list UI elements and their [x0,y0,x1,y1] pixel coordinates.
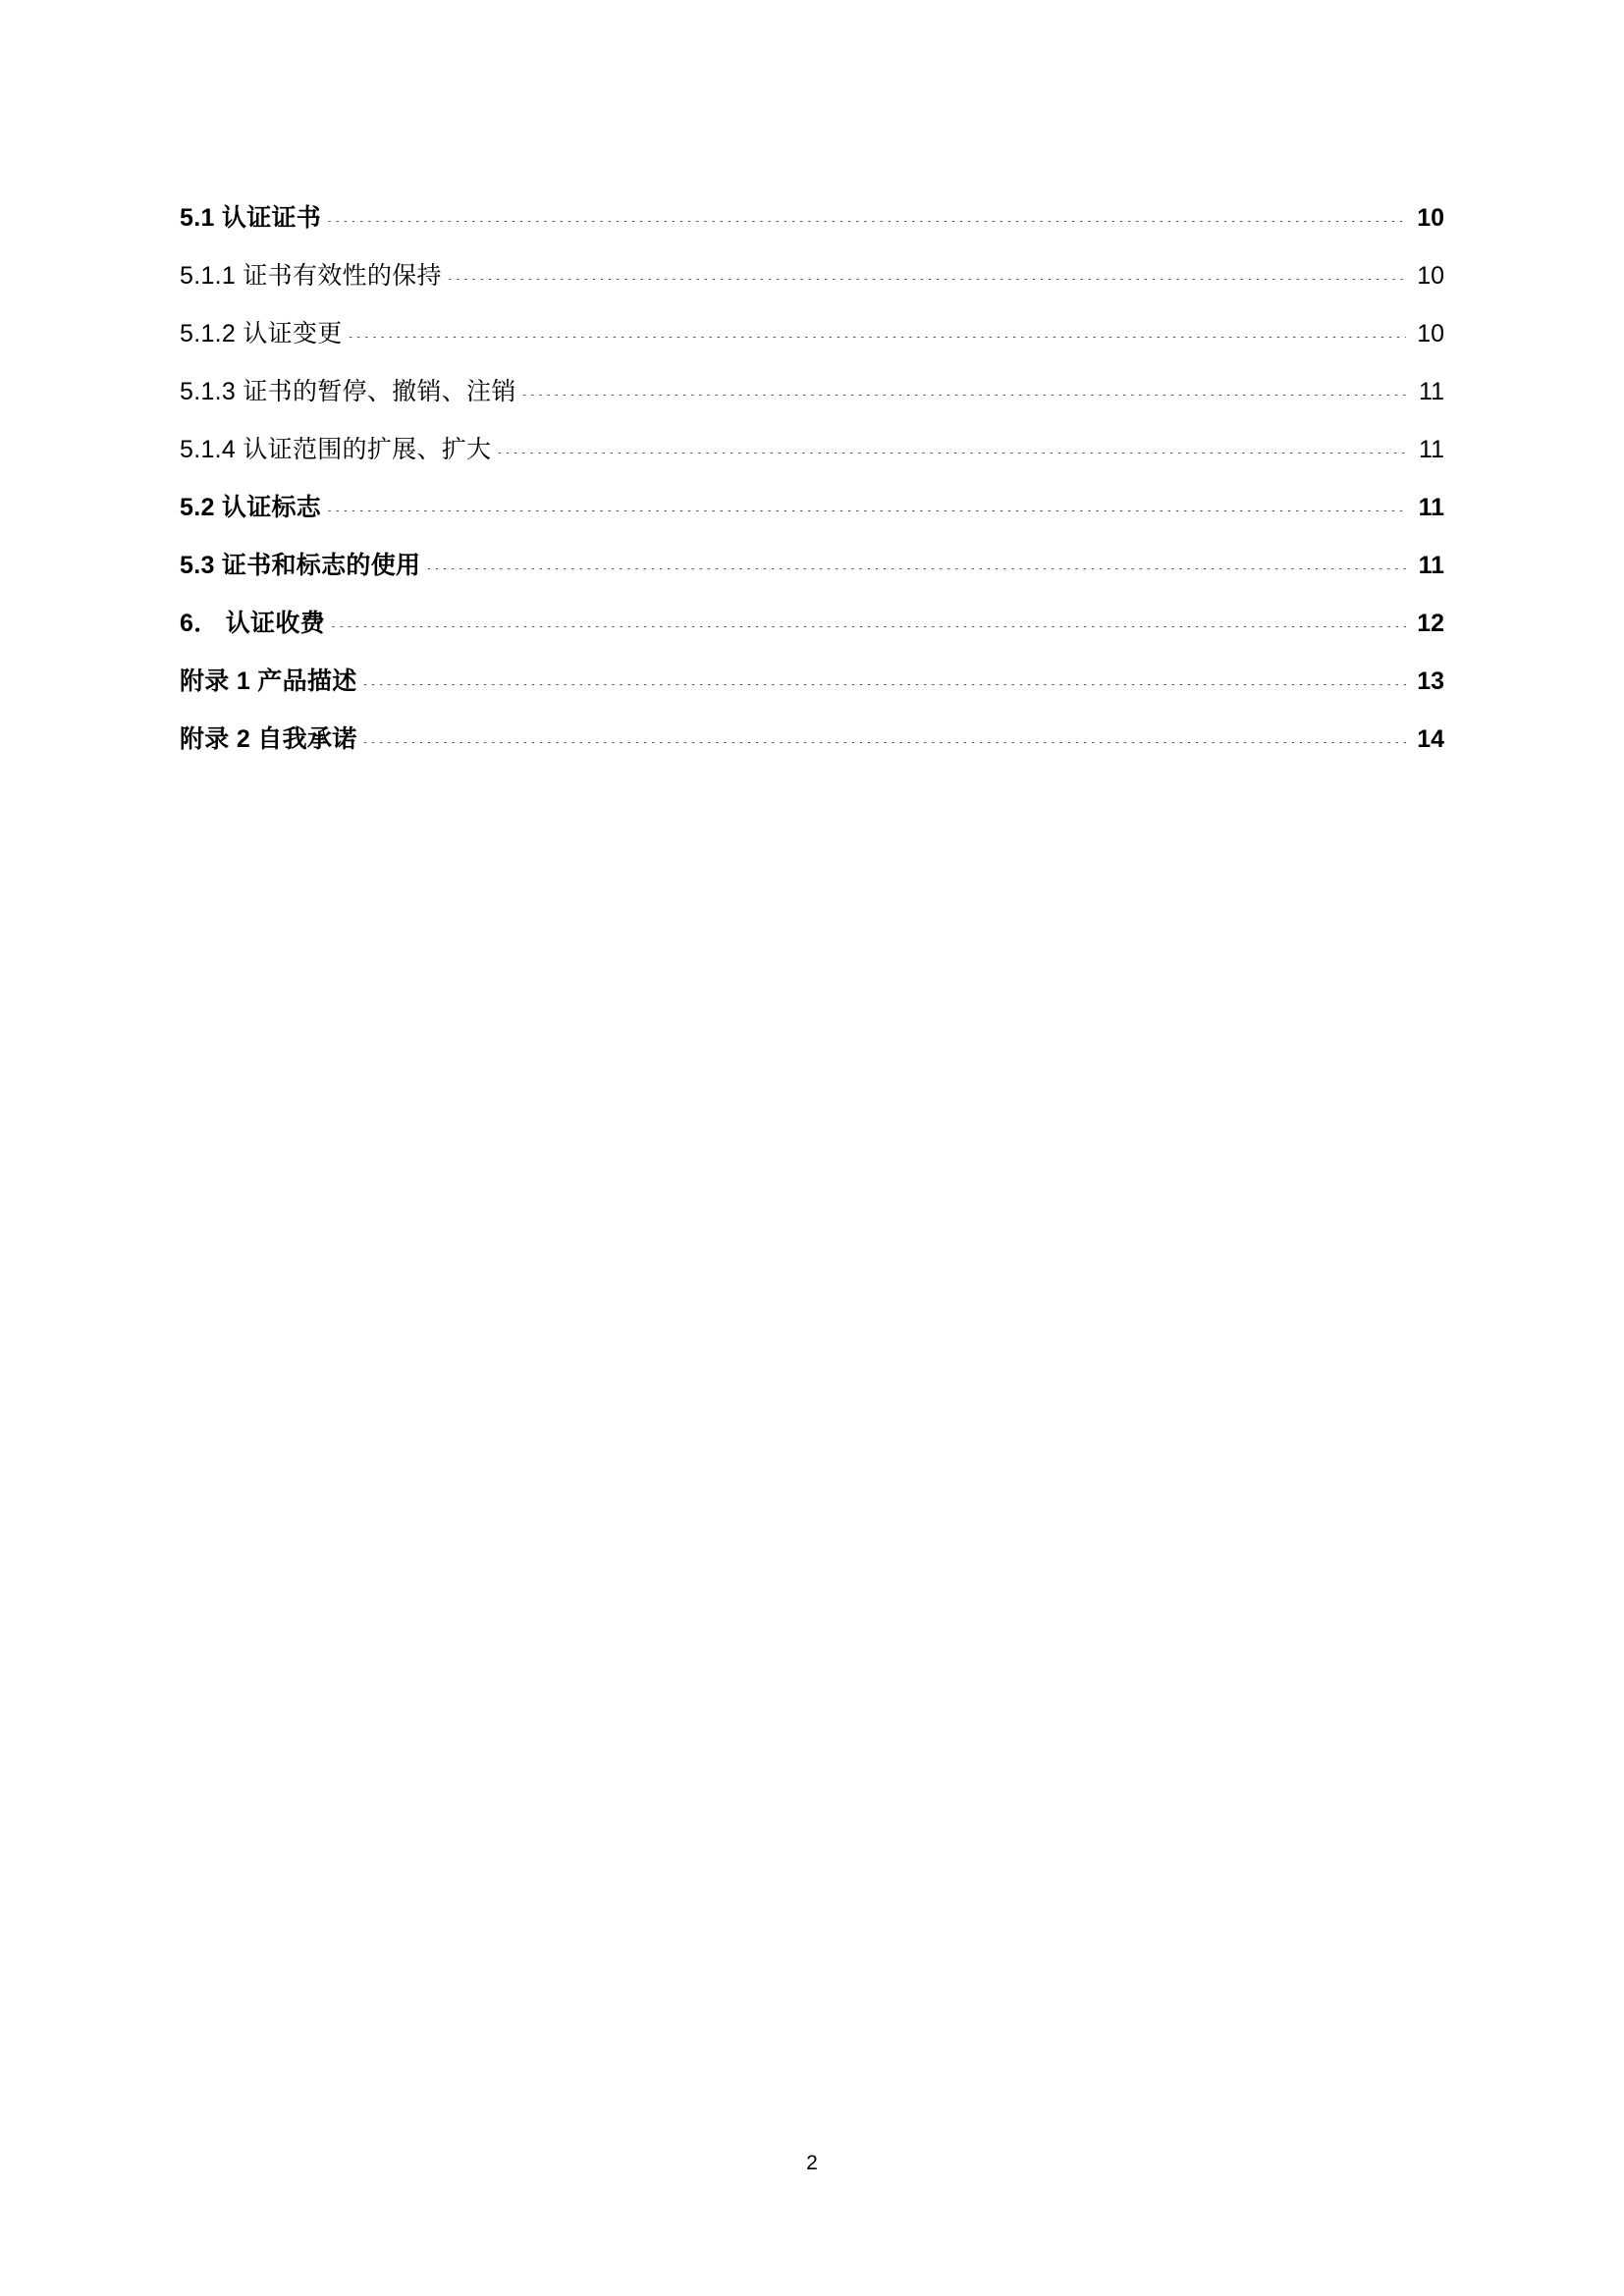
toc-entry-title: 5.1.3 证书的暂停、撤销、注销 [180,378,516,405]
toc-entry-page: 12 [1417,610,1444,637]
toc-entry-page: 13 [1417,667,1444,695]
toc-entry-title: 5.1.4 认证范围的扩展、扩大 [180,436,492,463]
toc-entry[interactable] [180,722,1444,756]
toc-entry[interactable] [180,665,1444,698]
toc-leader [326,221,1406,222]
toc-entry[interactable] [180,549,1444,582]
table-of-contents [180,201,1444,780]
toc-entry-page: 11 [1419,436,1444,463]
toc-entry[interactable] [180,491,1444,524]
toc-leader [496,453,1406,454]
toc-entry-title: 5.3 证书和标志的使用 [180,552,421,579]
toc-entry[interactable] [180,433,1444,466]
toc-entry-page: 11 [1418,552,1444,579]
toc-entry-title: 附录 2 自我承诺 [180,725,357,753]
toc-entry[interactable] [180,317,1444,350]
toc-leader [326,510,1406,511]
toc-leader [447,279,1406,280]
toc-entry-page: 11 [1419,378,1444,405]
toc-entry[interactable] [180,201,1444,235]
toc-leader [330,626,1406,627]
toc-entry-title: 5.1 认证证书 [180,204,322,232]
toc-leader [348,337,1406,338]
toc-entry-title: 5.1.2 认证变更 [180,320,343,347]
toc-entry-page: 11 [1418,494,1444,521]
toc-leader [425,568,1406,569]
toc-entry-title: 5.2 认证标志 [180,494,322,521]
toc-entry[interactable] [180,375,1444,408]
toc-entry-title: 6． 认证收费 [180,610,325,637]
toc-leader [362,742,1407,743]
toc-leader [521,395,1406,396]
page-number: 2 [806,2152,818,2174]
toc-entry-page: 10 [1417,204,1444,232]
toc-entry-page: 10 [1417,320,1444,347]
toc-entry-title: 附录 1 产品描述 [180,667,357,695]
toc-entry-title: 5.1.1 证书有效性的保持 [180,262,442,290]
toc-entry-page: 14 [1417,725,1444,753]
toc-entry[interactable] [180,259,1444,293]
toc-entry-page: 10 [1417,262,1444,290]
toc-entry[interactable] [180,607,1444,640]
toc-leader [362,684,1407,685]
